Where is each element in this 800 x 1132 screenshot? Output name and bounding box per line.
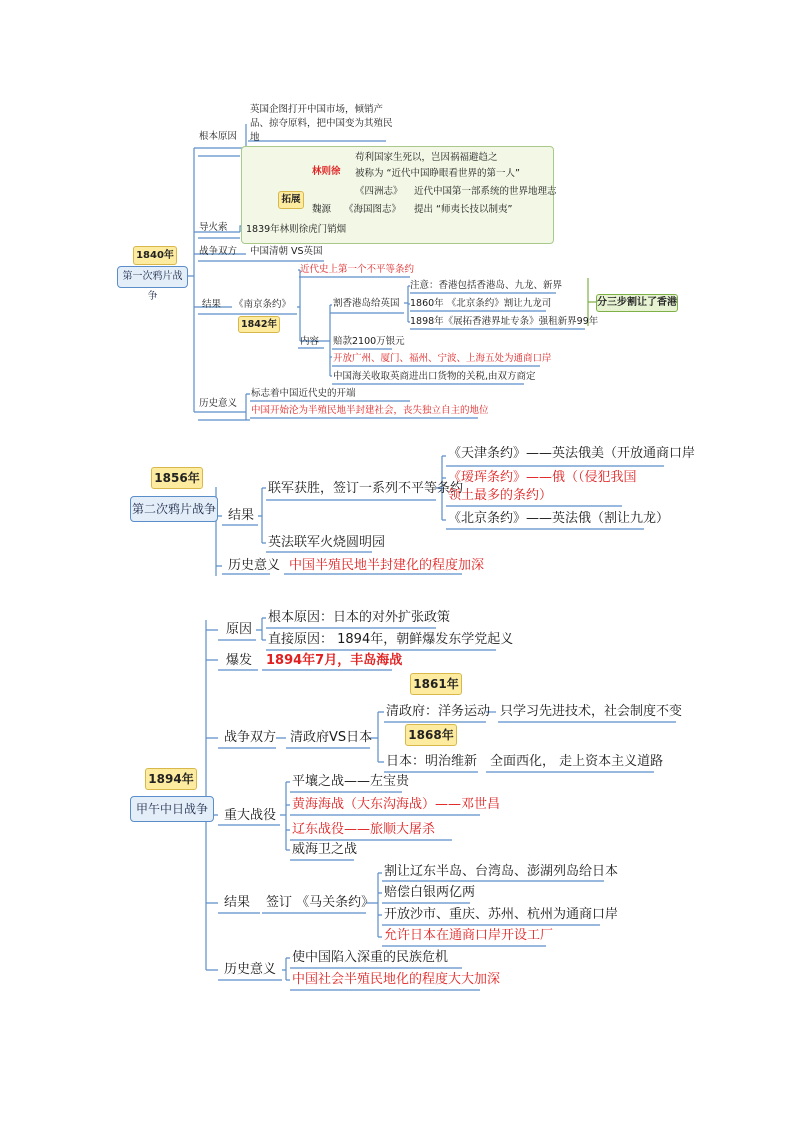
s1-weiyuan: 魏源 <box>312 204 332 215</box>
s1-wei-desc: 提出 “师夷长技以制夷” <box>414 204 513 215</box>
s3-label-outbreak: 爆发 <box>226 653 253 668</box>
s1-sig-2: 中国开始沦为半殖民地半封建社会，丧失独立自主的地位 <box>251 405 489 416</box>
s1-humen: 1839年林则徐虎门销烟 <box>246 224 347 235</box>
s1-lin-book-desc: 近代中国第一部系统的世界地理志 <box>414 186 557 197</box>
s3-result-2: 赔偿白银两亿两 <box>384 885 476 900</box>
s3-year-badge: 1894年 <box>145 768 197 790</box>
s1-label-result: 结果 <box>202 299 222 310</box>
s3-result-1: 割让辽东半岛、台湾岛、澎湖列岛给日本 <box>384 864 619 879</box>
s3-label-significance: 历史意义 <box>224 962 277 977</box>
s3-outbreak: 1894年7月，丰岛海战 <box>266 653 403 668</box>
s1-sides: 中国清朝 VS英国 <box>250 246 323 257</box>
s3-qing: 清政府：洋务运动 <box>386 704 491 719</box>
s3-treaty: 签订 《马关条约》 <box>266 895 375 910</box>
s1-expand-badge: 拓展 <box>278 191 304 209</box>
s3-cause-root: 根本原因：日本的对外扩张政策 <box>268 610 451 625</box>
s3-sig-2: 中国社会半殖民地化的程度大大加深 <box>292 972 501 987</box>
s1-label-fuse: 导火索 <box>199 222 228 233</box>
s3-result-4: 允许日本在通商口岸开设工厂 <box>384 928 554 943</box>
s1-tariff: 中国海关收取英商进出口货物的关税,由双方商定 <box>333 371 536 382</box>
s2-aihui-1: 《瑷珲条约》——俄（（侵犯我国 <box>448 470 637 485</box>
s1-lin-title: 被称为 “近代中国睁眼看世界的第一人” <box>355 168 520 179</box>
s2-significance: 中国半殖民地半封建化的程度加深 <box>289 558 485 573</box>
s2-label-significance: 历史意义 <box>228 558 281 573</box>
s3-year-1861: 1861年 <box>410 673 462 695</box>
s1-lin-book: 《四洲志》 <box>355 186 403 197</box>
s1-label-cause: 根本原因 <box>199 131 238 142</box>
s1-label-significance: 历史意义 <box>199 398 238 409</box>
s2-label-result: 结果 <box>228 508 255 523</box>
s1-cause-line-1: 英国企图打开中国市场，倾销产 <box>250 104 384 115</box>
s1-cause-line-3: 地 <box>250 132 260 143</box>
s1-three-steps: 分三步割让了香港 <box>596 294 678 312</box>
s3-label-cause: 原因 <box>226 622 253 637</box>
s1-ports: 开放广州、厦门、福州、宁波、上海五处为通商口岸 <box>333 353 552 364</box>
s1-cede-hk: 割香港岛给英国 <box>333 298 400 309</box>
s3-result-3: 开放沙市、重庆、苏州、杭州为通商口岸 <box>384 907 619 922</box>
s2-yuanming: 英法联军火烧圆明园 <box>268 535 386 550</box>
s3-sig-1: 使中国陷入深重的民族危机 <box>292 950 449 965</box>
s1-treaty: 《南京条约》 <box>234 299 292 310</box>
s2-aihui-2: 领土最多的条约） <box>448 488 553 503</box>
s3-label-sides: 战争双方 <box>224 730 277 745</box>
s3-japan-detail: 全面西化， 走上资本主义道路 <box>490 754 664 769</box>
s3-battle-2: 黄海海战（大东沟海战）——邓世昌 <box>292 797 501 812</box>
s2-year-badge: 1856年 <box>151 467 203 489</box>
s1-wei-book: 《海国图志》 <box>344 204 402 215</box>
s3-label-battles: 重大战役 <box>224 808 277 823</box>
s3-sides: 清政府VS日本 <box>290 730 373 745</box>
s1-hk-1898: 1898年《展拓香港界址专条》强租新界99年 <box>410 316 599 327</box>
s3-battle-3: 辽东战役——旅顺大屠杀 <box>292 822 436 837</box>
s1-hk-note: 注意：香港包括香港岛、九龙、新界 <box>410 280 563 291</box>
s3-cause-direct: 直接原因： 1894年，朝鲜爆发东学党起义 <box>268 632 514 647</box>
s3-battle-4: 威海卫之战 <box>292 842 358 857</box>
s1-hk-1860: 1860年 《北京条约》割让九龙司 <box>410 298 552 309</box>
s1-indemnity: 赔款2100万银元 <box>333 336 405 347</box>
s1-linzexu: 林则徐 <box>312 166 341 177</box>
s2-beijing: 《北京条约》——英法俄（割让九龙） <box>448 511 670 526</box>
s3-label-result: 结果 <box>224 895 251 910</box>
s1-label-content: 内容 <box>300 336 320 347</box>
s1-cause-line-2: 品、掠夺原料，把中国变为其殖民 <box>250 118 393 129</box>
s2-tianjin: 《天津条约》——英法俄美（开放通商口岸 <box>448 446 696 461</box>
s3-root-node[interactable]: 甲午中日战争 <box>130 796 214 822</box>
s2-victory: 联军获胜，签订一系列不平等条约 <box>268 481 464 496</box>
s2-root-node[interactable]: 第二次鸦片战争 <box>130 496 218 522</box>
s1-treaty-year: 1842年 <box>238 316 280 333</box>
s1-sig-1: 标志着中国近代史的开端 <box>251 388 356 399</box>
s3-japan: 日本：明治维新 <box>386 754 478 769</box>
s3-battle-1: 平壤之战——左宝贵 <box>292 774 410 789</box>
s3-year-1868: 1868年 <box>405 724 457 746</box>
s1-label-sides: 战争双方 <box>199 246 238 257</box>
s3-qing-detail: 只学习先进技术，社会制度不变 <box>500 704 683 719</box>
s1-year-badge: 1840年 <box>133 246 177 265</box>
s1-first-unequal: 近代史上第一个不平等条约 <box>300 264 415 275</box>
s1-root-node[interactable]: 第一次鸦片战争 <box>117 266 188 288</box>
s1-lin-quote: 苟利国家生死以，岂因祸福避趋之 <box>355 152 498 163</box>
